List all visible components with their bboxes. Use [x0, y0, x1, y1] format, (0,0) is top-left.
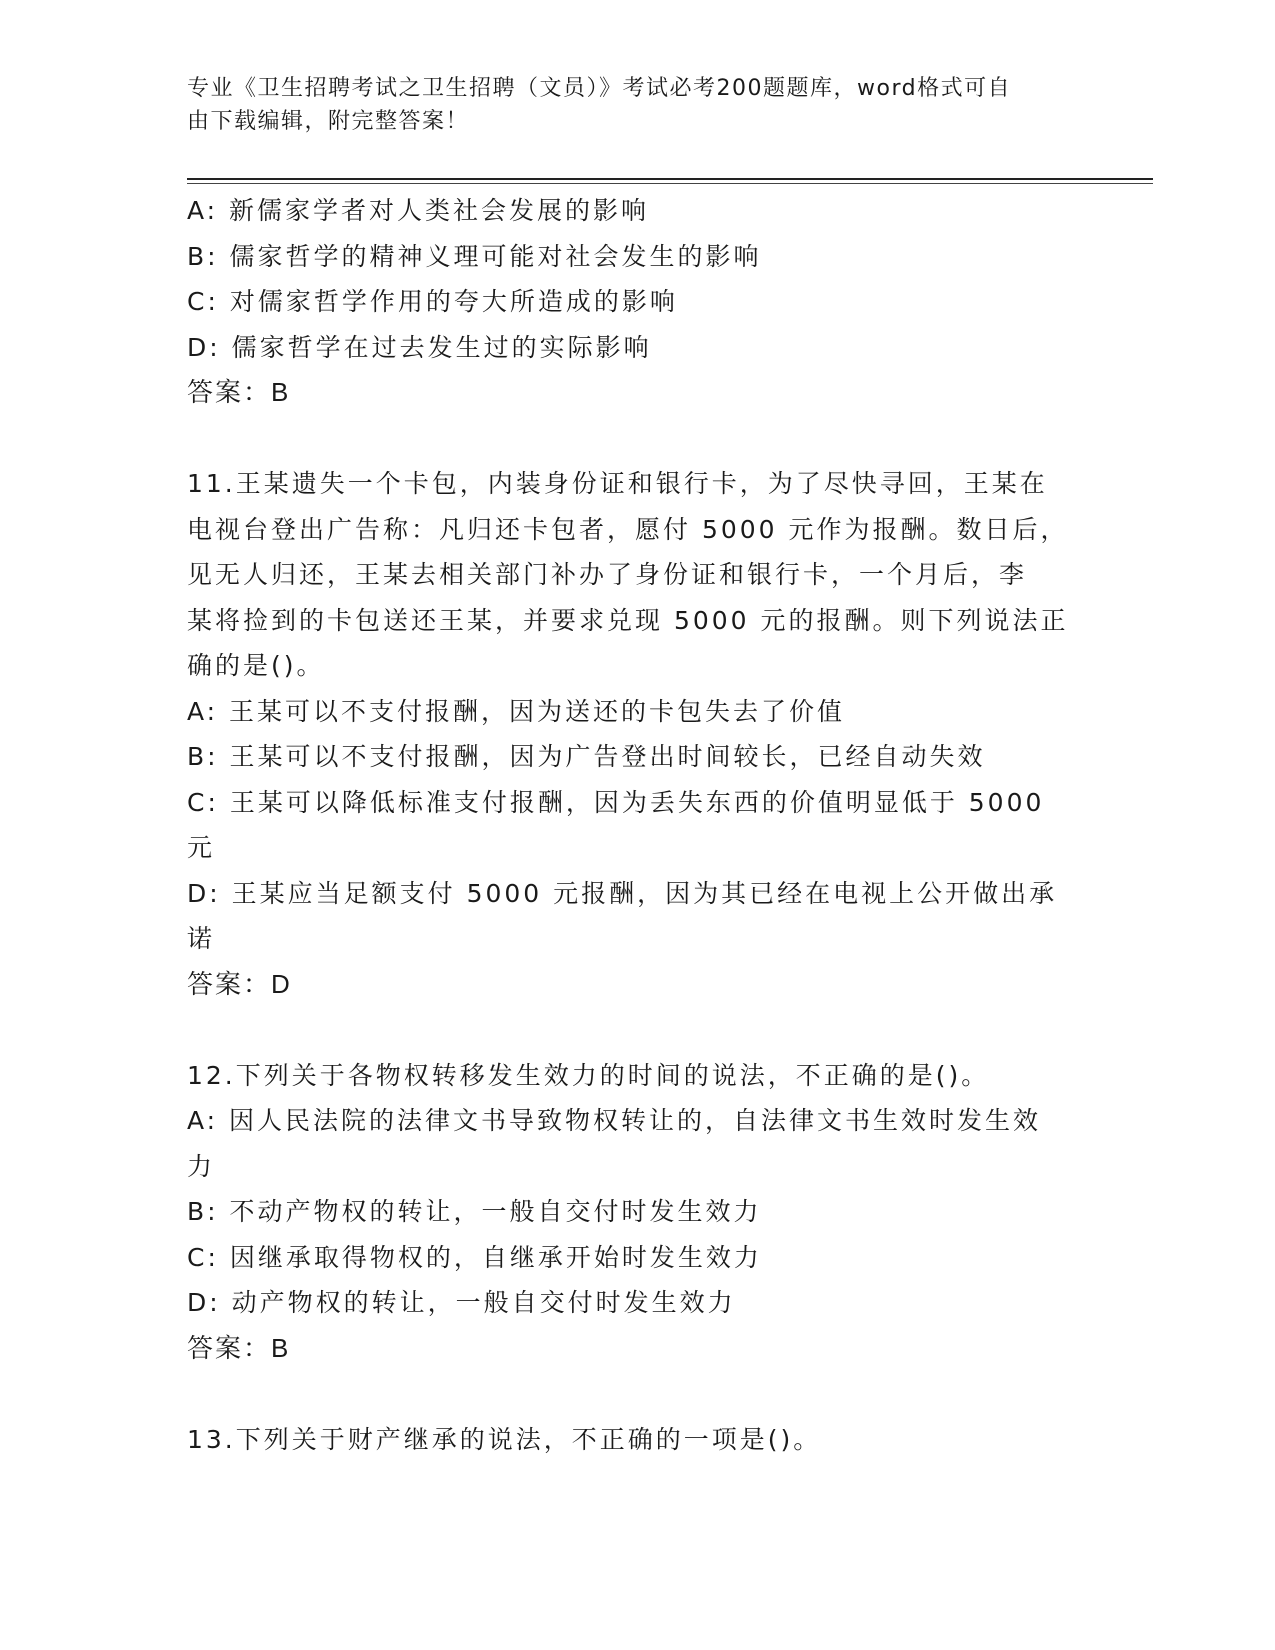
question-11 [187, 461, 1077, 1007]
option-c: C: 因继承取得物权的，自继承开始时发生效力 [187, 1242, 762, 1272]
question-stem: 12.下列关于各物权转移发生效力的时间的说法，不正确的是()。 [187, 1060, 990, 1090]
answer: 答案：B [187, 1332, 291, 1363]
document-header [187, 72, 1067, 138]
question-stem-line-3: 见无人归还，王某去相关部门补办了身份证和银行卡，一个月后，李 [187, 560, 1028, 589]
question-stem-line-4: 某将捡到的卡包送还王某，并要求兑现 5000 元的报酬。则下列说法正 [187, 605, 1069, 635]
header-divider-thin [187, 183, 1153, 184]
header-line-1: 专业《卫生招聘考试之卫生招聘（文员）》考试必考200题题库，word格式可自 [187, 76, 1012, 101]
option-a-line-1: A: 因人民法院的法律文书导致物权转让的，自法律文书生效时发生效 [187, 1106, 1042, 1135]
question-10 [187, 188, 1077, 416]
header-line-2: 由下载编辑，附完整答案！ [187, 109, 470, 134]
option-a: A: 新儒家学者对人类社会发展的影响 [187, 196, 650, 225]
spacer [187, 1007, 1077, 1053]
question-stem: 13.下列关于财产继承的说法，不正确的一项是()。 [187, 1424, 822, 1454]
option-d-line-1: D: 王某应当足额支付 5000 元报酬，因为其已经在电视上公开做出承 [187, 878, 1058, 908]
question-stem-line-5: 确的是()。 [187, 651, 325, 680]
option-d: D: 动产物权的转让，一般自交付时发生效力 [187, 1288, 736, 1317]
option-b: B: 王某可以不支付报酬，因为广告登出时间较长，已经自动失效 [187, 742, 986, 771]
option-d: D: 儒家哲学在过去发生过的实际影响 [187, 332, 652, 362]
option-c: C: 对儒家哲学作用的夸大所造成的影响 [187, 287, 678, 316]
option-d-line-2: 诺 [187, 924, 216, 953]
option-a: A: 王某可以不支付报酬，因为送还的卡包失去了价值 [187, 696, 846, 726]
spacer [187, 416, 1077, 462]
option-c-line-2: 元 [187, 833, 216, 862]
option-a-line-2: 力 [187, 1151, 216, 1181]
answer: 答案：B [187, 377, 291, 407]
option-c-line-1: C: 王某可以降低标准支付报酬，因为丢失东西的价值明显低于 5000 [187, 787, 1045, 817]
header-divider-thick [187, 178, 1153, 180]
spacer [187, 1371, 1077, 1417]
question-stem-line-1: 11.王某遗失一个卡包，内装身份证和银行卡，为了尽快寻回，王某在 [187, 469, 1048, 498]
option-b: B: 儒家哲学的精神义理可能对社会发生的影响 [187, 241, 762, 271]
question-list [187, 188, 1077, 1462]
question-13 [187, 1417, 1077, 1463]
option-b: B: 不动产物权的转让，一般自交付时发生效力 [187, 1197, 762, 1226]
question-stem-line-2: 电视台登出广告称：凡归还卡包者，愿付 5000 元作为报酬。数日后， [187, 514, 1069, 544]
question-12 [187, 1053, 1077, 1372]
answer: 答案：D [187, 968, 292, 999]
